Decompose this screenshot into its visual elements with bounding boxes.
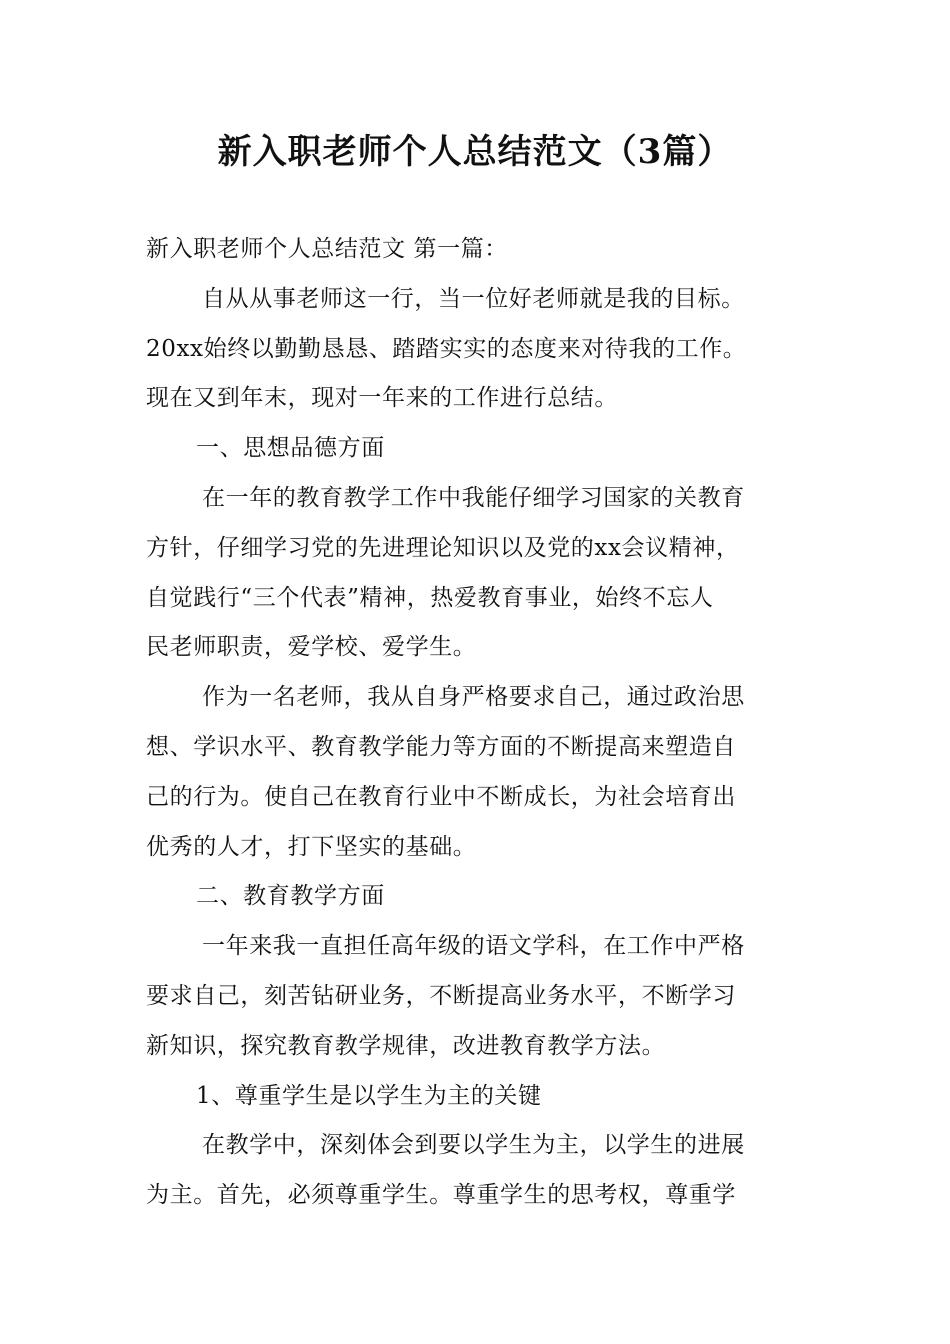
paragraph-line: 自觉践行“三个代表”精神，热爱教育事业，始终不忘人 [146,584,714,611]
section-heading: 新入职老师个人总结范文 第一篇： [146,236,508,262]
paragraph-line: 想、学识水平、教育教学能力等方面的不断提高来塑造自 [146,733,736,760]
paragraph-line: 要求自己，刻苦钻研业务，不断提高业务水平，不断学习 [146,982,736,1009]
paragraph-line: 在一年的教育教学工作中我能仔细学习国家的关教育 [202,484,745,511]
paragraph-line: 20xx始终以勤勤恳恳、踏踏实实的态度来对待我的工作。 [146,335,747,362]
paragraph-line: 在教学中，深刻体会到要以学生为主，以学生的进展 [202,1132,745,1159]
paragraph-line: 优秀的人才，打下坚实的基础。 [146,833,477,860]
paragraph-line: 民老师职责，爱学校、爱学生。 [146,634,477,661]
subsection-heading: 1、尊重学生是以学生为主的关键 [196,1082,542,1109]
paragraph-line: 一年来我一直担任高年级的语文学科，在工作中严格 [202,933,745,960]
paragraph-line: 方针，仔细学习党的先进理论知识以及党的xx会议精神， [146,534,740,561]
paragraph-line: 现在又到年末，现对一年来的工作进行总结。 [146,385,618,412]
document-body [146,225,826,1221]
document-title: 新入职老师个人总结范文（3篇） [217,132,733,172]
paragraph-line: 己的行为。使自己在教育行业中不断成长，为社会培育出 [146,783,736,810]
subsection-heading: 一、思想品德方面 [196,435,385,462]
paragraph-line: 自从从事老师这一行，当一位好老师就是我的目标。 [202,285,745,312]
paragraph-line: 作为一名老师，我从自身严格要求自己，通过政治思 [202,684,745,711]
subsection-heading: 二、教育教学方面 [196,883,385,910]
paragraph-line: 为主。首先，必须尊重学生。尊重学生的思考权，尊重学 [146,1182,736,1209]
paragraph-line: 新知识，探究教育教学规律，改进教育教学方法。 [146,1032,666,1059]
